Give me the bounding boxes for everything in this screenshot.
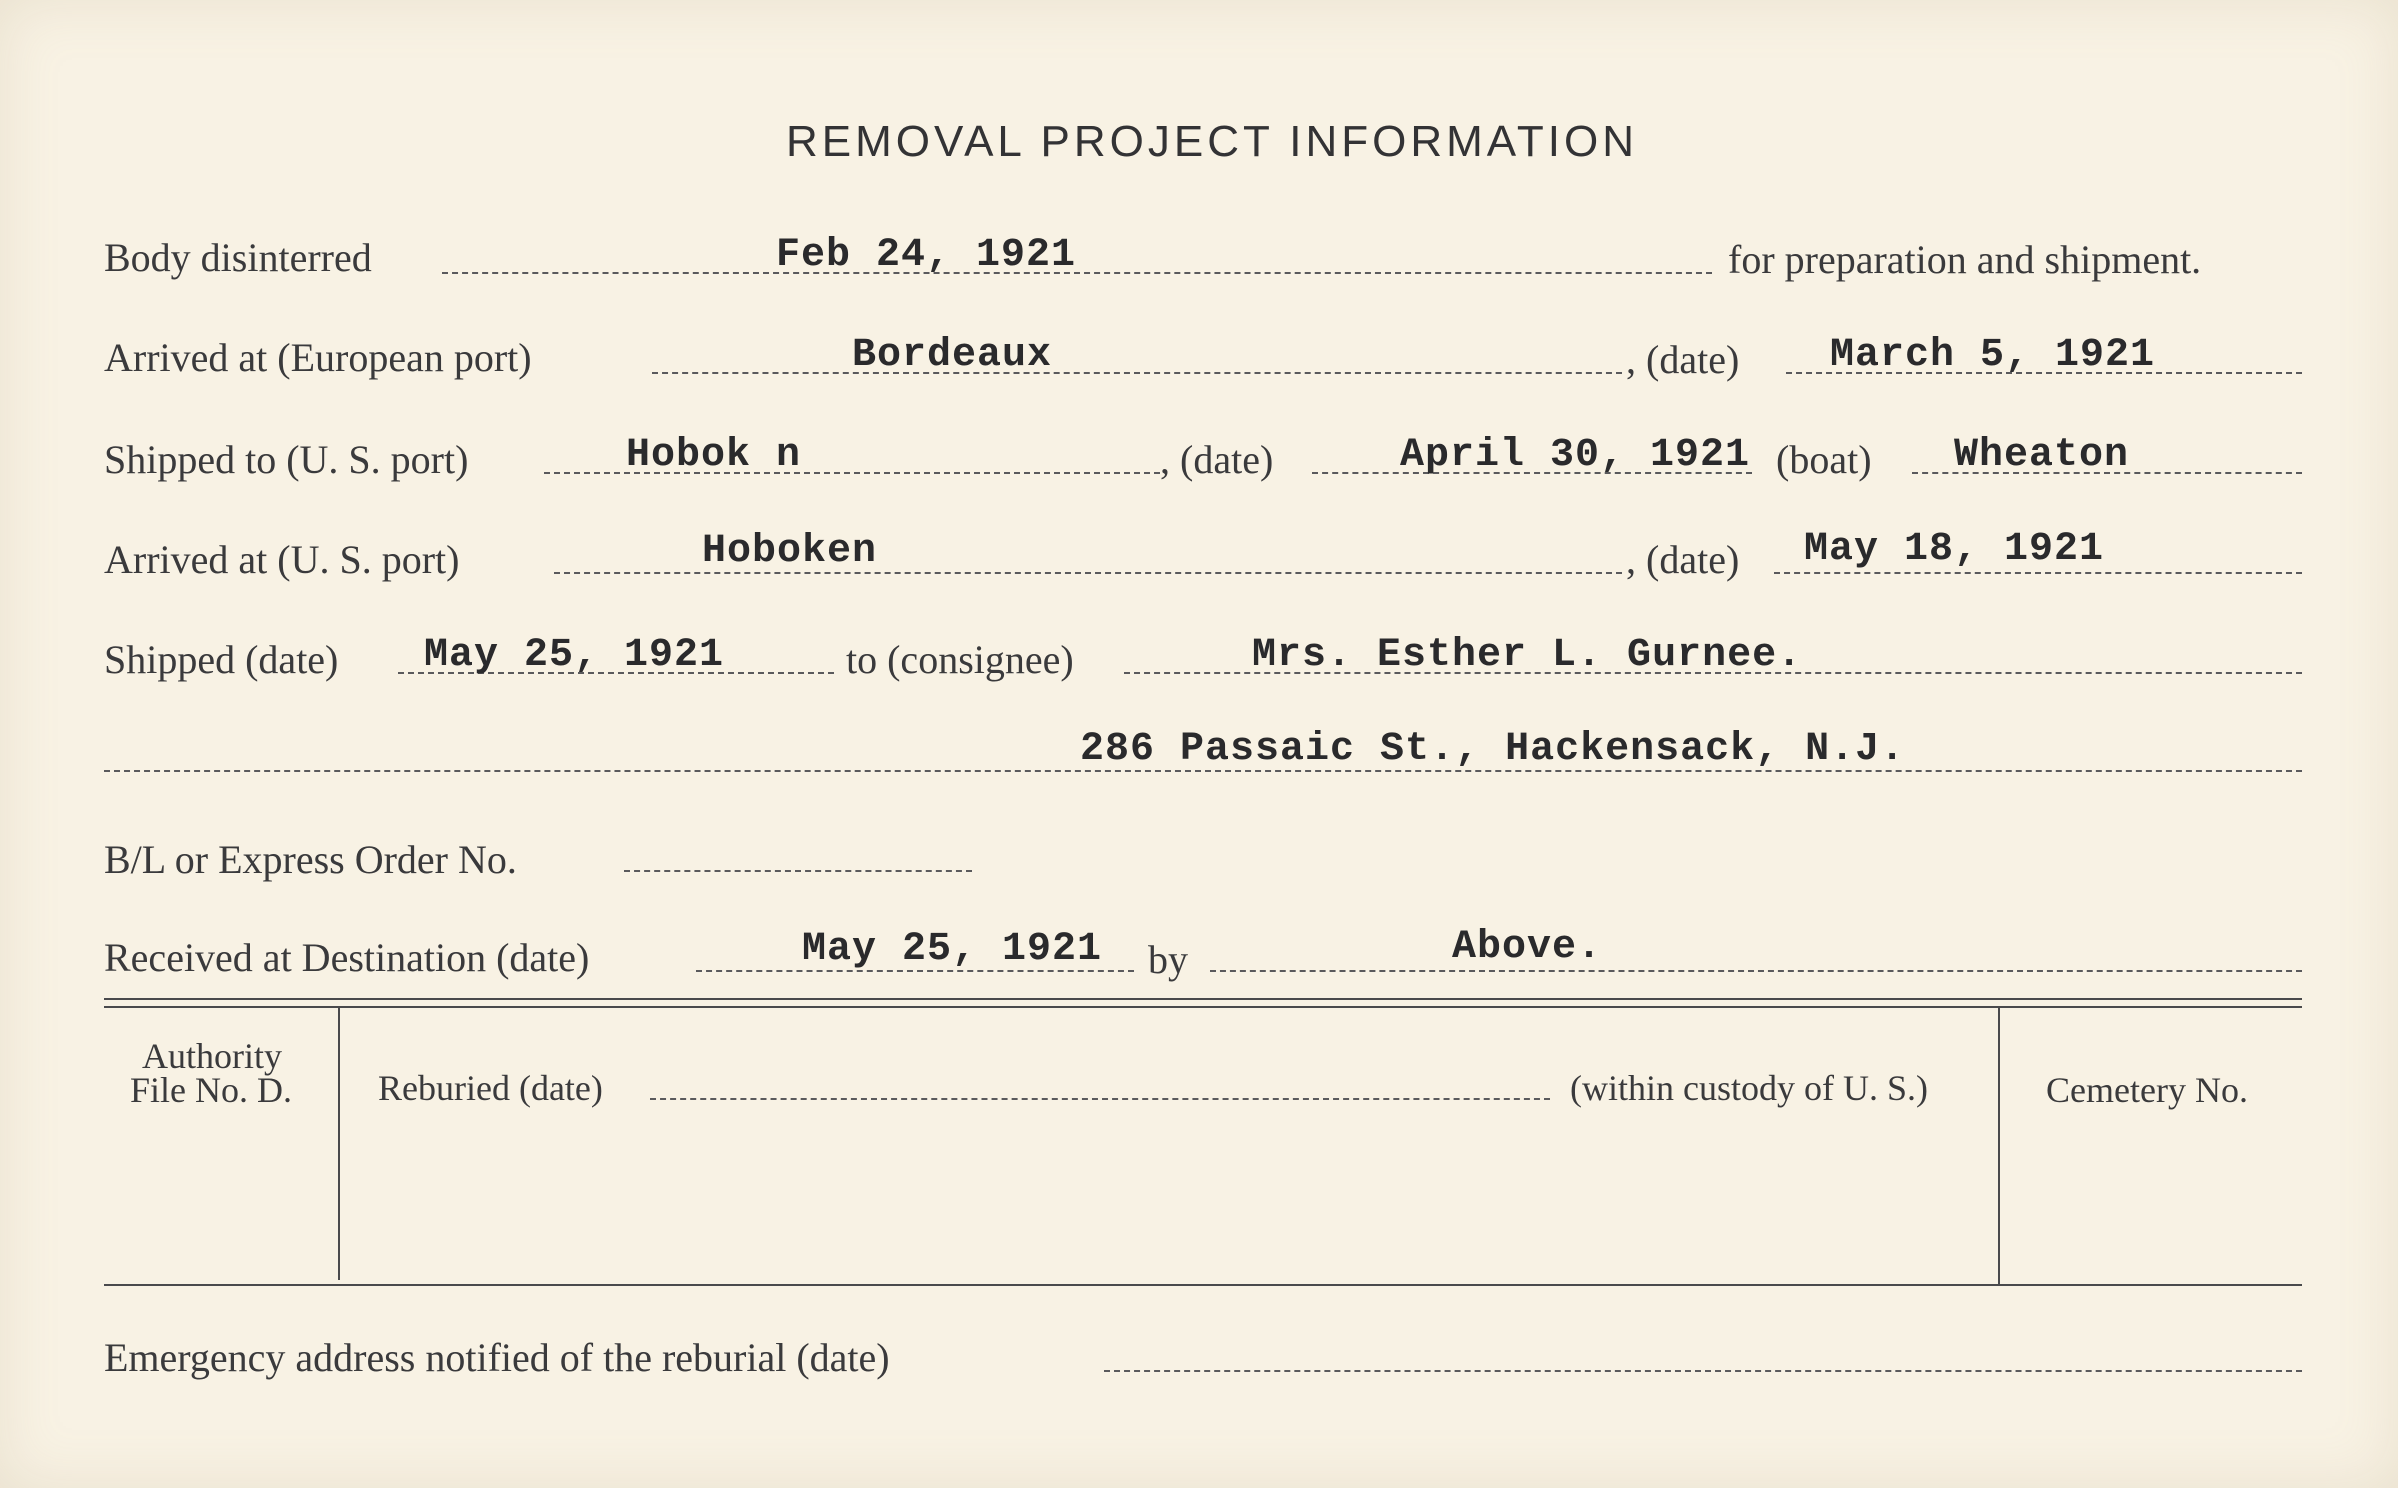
received-by-label: by <box>1148 937 1188 982</box>
shipped-to-boat-label: (boat) <box>1776 437 1872 482</box>
table-bottom-rule <box>104 1284 2302 1286</box>
arrived-europe-port: Bordeaux <box>852 333 1053 378</box>
received-by: Above. <box>1452 925 1603 970</box>
arrived-europe-date: March 5, 1921 <box>1830 333 2156 378</box>
card-title: REMOVAL PROJECT INFORMATION <box>786 117 1638 166</box>
shipped-date: May 25, 1921 <box>424 633 725 678</box>
arrived-us-label: Arrived at (U. S. port) <box>104 537 460 582</box>
arrived-europe-date-label: , (date) <box>1626 337 1740 382</box>
table-top-rule <box>104 998 2302 1000</box>
consignee-label: to (consignee) <box>846 637 1074 682</box>
shipped-to-date-label: , (date) <box>1160 437 1274 482</box>
shipped-to-label: Shipped to (U. S. port) <box>104 437 469 482</box>
consignee-name: Mrs. Esther L. Gurnee. <box>1252 633 1803 678</box>
file-no-label: File No. D. <box>130 1070 292 1110</box>
bl-line <box>624 870 972 872</box>
disinterred-suffix: for preparation and shipment. <box>1728 237 2202 282</box>
arrived-us-port: Hoboken <box>702 529 878 574</box>
received-date: May 25, 1921 <box>802 927 1103 972</box>
disinterred-label: Body disinterred <box>104 235 372 280</box>
shipped-to-port: Hobok n <box>626 433 802 478</box>
disinterred-line <box>442 272 1712 274</box>
table-divider-right <box>1998 1008 2000 1284</box>
arrived-us-date-line <box>1774 572 2302 574</box>
arrived-europe-port-line <box>652 372 1622 374</box>
shipped-to-date: April 30, 1921 <box>1400 433 1751 478</box>
shipped-to-boat: Wheaton <box>1954 433 2130 478</box>
authority-label: Authority <box>142 1036 282 1076</box>
consignee-address: 286 Passaic St., Hackensack, N.J. <box>1080 727 1906 772</box>
table-top-rule-2 <box>104 1006 2302 1008</box>
arrived-us-date-label: , (date) <box>1626 537 1740 582</box>
emergency-line <box>1104 1370 2302 1372</box>
received-label: Received at Destination (date) <box>104 935 590 980</box>
shipped-label: Shipped (date) <box>104 637 339 682</box>
cemetery-label: Cemetery No. <box>2046 1070 2248 1110</box>
disinterred-date: Feb 24, 1921 <box>776 233 1077 278</box>
received-by-line <box>1210 970 2302 972</box>
table-divider-left <box>338 1008 340 1280</box>
bl-label: B/L or Express Order No. <box>104 837 517 882</box>
arrived-europe-label: Arrived at (European port) <box>104 335 532 380</box>
arrived-us-date: May 18, 1921 <box>1804 527 2105 572</box>
reburied-line <box>650 1098 1550 1100</box>
custody-label: (within custody of U. S.) <box>1570 1068 1928 1108</box>
emergency-label: Emergency address notified of the reburial (date) <box>104 1335 890 1380</box>
reburied-label: Reburied (date) <box>378 1068 603 1108</box>
